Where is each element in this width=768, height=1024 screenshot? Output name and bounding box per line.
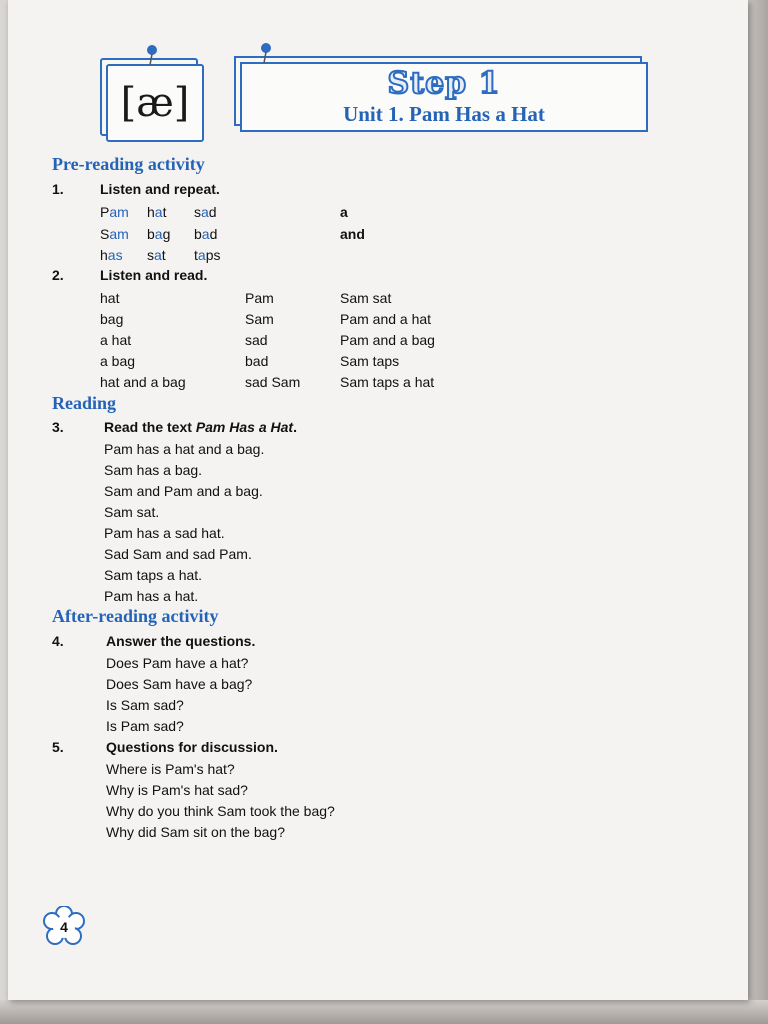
exercise-number: 4. <box>52 633 64 649</box>
phonics-word: Pam <box>100 204 129 220</box>
page-bottom-shadow <box>0 1000 768 1024</box>
word-list-item: Sam <box>245 311 274 327</box>
question-line: Why do you think Sam took the bag? <box>106 803 335 819</box>
exercise-instruction: Read the text Pam Has a Hat. <box>104 419 297 435</box>
section-pre-reading: Pre-reading activity <box>52 154 205 174</box>
exercise-number: 5. <box>52 739 64 755</box>
reading-line: Sad Sam and sad Pam. <box>104 546 252 562</box>
phonics-word: hat <box>147 204 167 220</box>
exercise-instruction: Listen and repeat. <box>100 181 220 197</box>
word-list-item: hat and a bag <box>100 374 186 390</box>
word-list-item: Sam taps <box>340 353 400 369</box>
phonics-word: bad <box>194 226 218 242</box>
reading-line: Pam has a hat and a bag. <box>104 441 265 457</box>
word-list-item: hat <box>100 290 120 306</box>
pushpin-icon <box>144 44 160 66</box>
phonics-word: has <box>100 247 123 263</box>
exercise-instruction: Questions for discussion. <box>106 739 278 755</box>
question-line: Does Sam have a bag? <box>106 676 253 692</box>
phonics-word: taps <box>194 247 221 263</box>
exercise-number: 2. <box>52 267 64 283</box>
exercise-instruction: Answer the questions. <box>106 633 256 649</box>
word-list-item: Sam taps a hat <box>340 374 435 390</box>
exercise-number: 3. <box>52 419 64 435</box>
reading-line: Sam taps a hat. <box>104 567 203 583</box>
word-list-item: sad Sam <box>245 374 301 390</box>
reading-line: Pam has a hat. <box>104 588 199 604</box>
question-line: Where is Pam's hat? <box>106 761 235 777</box>
title-card <box>234 56 646 130</box>
reading-line: Pam has a sad hat. <box>104 525 225 541</box>
exercise-number: 1. <box>52 181 64 197</box>
sight-word: and <box>340 226 365 242</box>
phonics-word: bag <box>147 226 171 242</box>
question-line: Is Pam sad? <box>106 718 184 734</box>
section-reading: Reading <box>52 393 117 413</box>
exercise-instruction: Listen and read. <box>100 267 208 283</box>
word-list-item: a bag <box>100 353 136 369</box>
question-line: Is Sam sad? <box>106 697 184 713</box>
phonetic-symbol: [æ] <box>106 64 204 142</box>
unit-title: Unit 1. Pam Has a Hat <box>343 102 545 126</box>
section-after-reading: After-reading activity <box>52 606 219 626</box>
word-list-item: Pam <box>245 290 274 306</box>
question-line: Does Pam have a hat? <box>106 655 249 671</box>
phonics-word: Sam <box>100 226 129 242</box>
word-list-item: Pam and a hat <box>340 311 432 327</box>
book-page <box>8 0 748 1000</box>
page-number: 4 <box>60 919 68 935</box>
question-line: Why is Pam's hat sad? <box>106 782 248 798</box>
word-list-item: a hat <box>100 332 132 348</box>
word-list-item: bag <box>100 311 124 327</box>
sight-word: a <box>340 204 348 220</box>
step-title: Step 1 <box>387 66 501 101</box>
pushpin-icon <box>258 42 274 64</box>
word-list-item: Pam and a bag <box>340 332 435 348</box>
reading-line: Sam and Pam and a bag. <box>104 483 263 499</box>
question-line: Why did Sam sit on the bag? <box>106 824 285 840</box>
phonetic-card <box>100 58 200 138</box>
phonics-word: sat <box>147 247 166 263</box>
word-list-item: bad <box>245 353 269 369</box>
phonics-word: sad <box>194 204 217 220</box>
word-list-item: sad <box>245 332 268 348</box>
reading-line: Sam sat. <box>104 504 160 520</box>
page-number-badge <box>42 906 86 950</box>
word-list-item: Sam sat <box>340 290 392 306</box>
reading-line: Sam has a bag. <box>104 462 203 478</box>
